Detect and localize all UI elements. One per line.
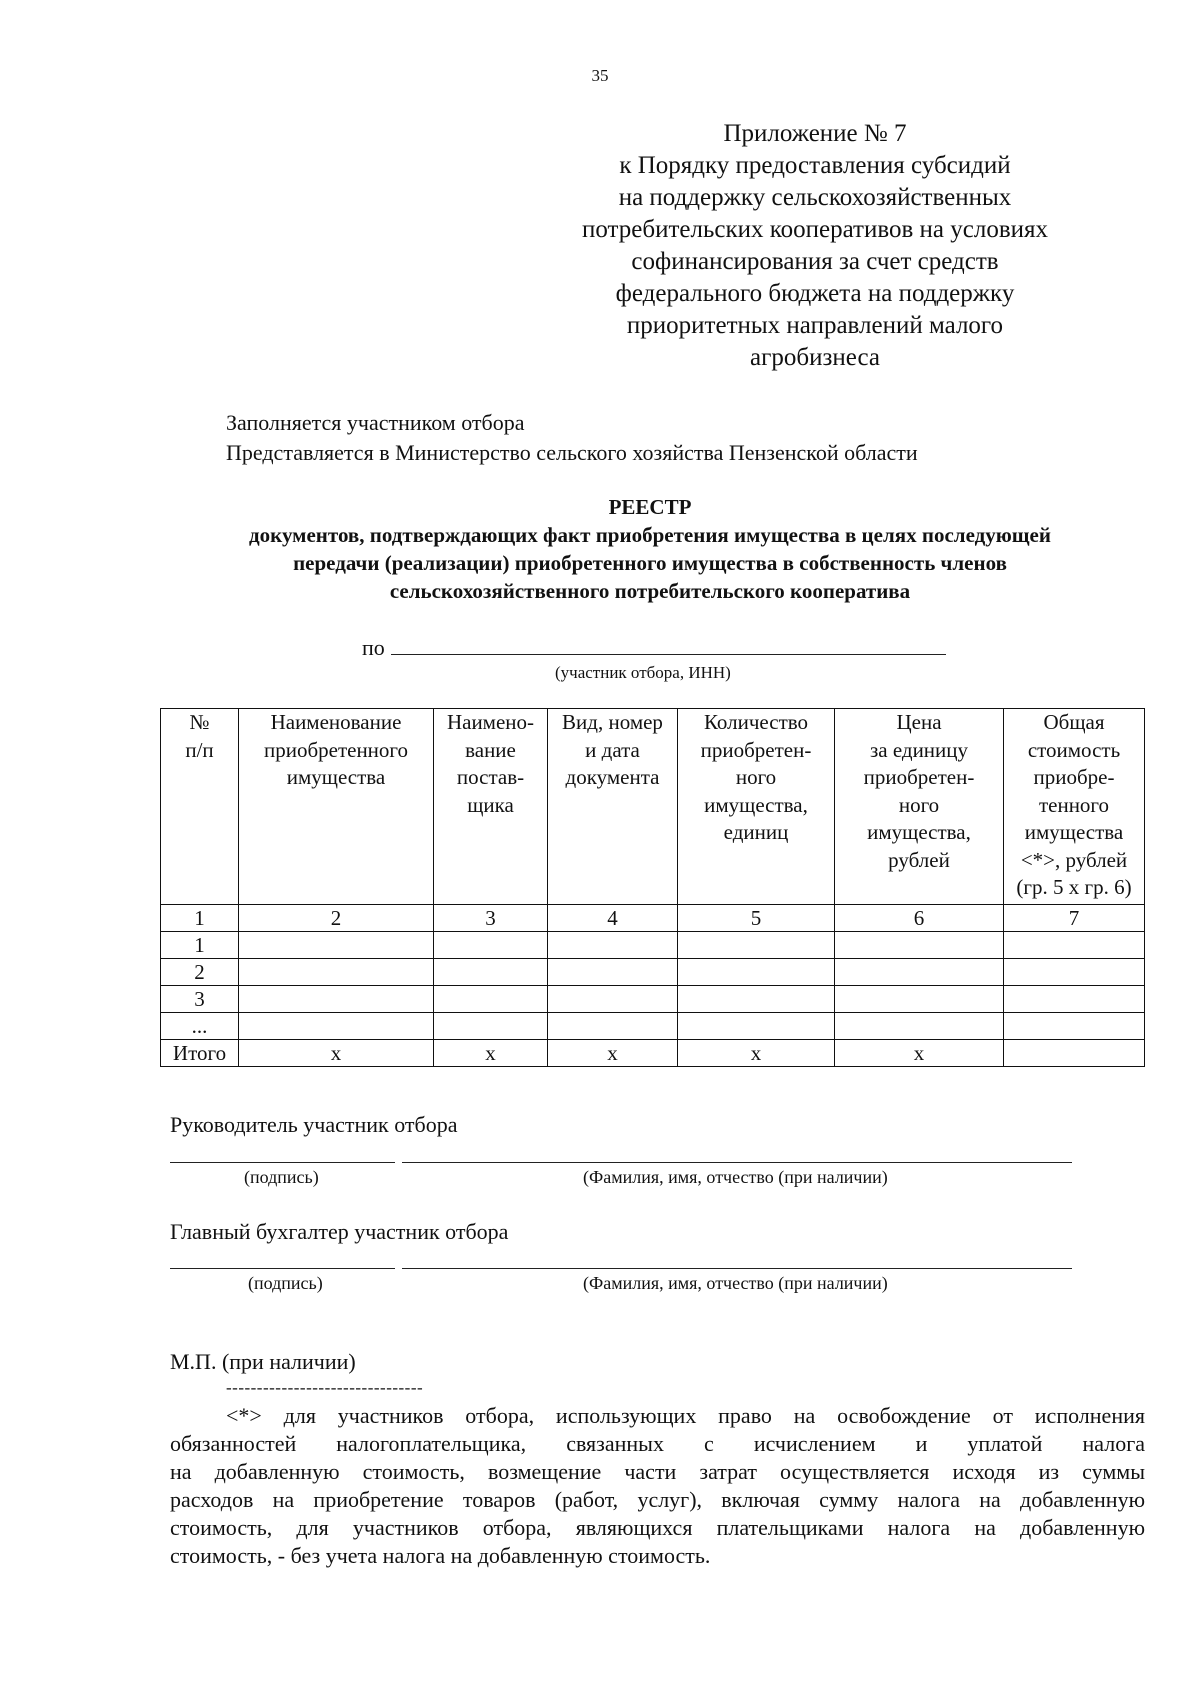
head-signature-title: Руководитель участник отбора <box>170 1112 458 1137</box>
total-cell: x <box>239 1040 434 1067</box>
footnote-line: расходов на приобретение товаров (работ, услуг), включая сумму налога на добавленную <box>170 1487 1145 1512</box>
table-cell[interactable] <box>1004 1013 1145 1040</box>
table-cell[interactable] <box>434 959 548 986</box>
participant-field-caption: (участник отбора, ИНН) <box>555 663 731 682</box>
name-caption: (Фамилия, имя, отчество (при наличии) <box>583 1167 888 1187</box>
filled-by-note: Заполняется участником отбора <box>226 410 525 435</box>
accountant-signature-title: Главный бухгалтер участник отбора <box>170 1219 509 1244</box>
column-header: Общая стоимость приобре- тенного имущества <*>, рублей (гр. 5 x гр. 6) <box>1004 709 1145 905</box>
table-row <box>161 932 1145 959</box>
seal-note: М.П. (при наличии) <box>170 1349 356 1374</box>
table-row <box>161 959 1145 986</box>
total-cell: x <box>678 1040 835 1067</box>
table-cell[interactable] <box>1004 959 1145 986</box>
column-header: Наименование приобретенного имущества <box>239 709 434 905</box>
table-cell[interactable] <box>548 932 678 959</box>
page-number: 35 <box>591 66 609 85</box>
column-header: № п/п <box>161 709 239 905</box>
column-number: 5 <box>678 905 835 932</box>
table-row <box>161 1013 1145 1040</box>
annex-reference <box>580 118 1050 374</box>
signature-caption: (подпись) <box>248 1273 323 1293</box>
total-amount-cell[interactable] <box>1004 1040 1145 1067</box>
total-cell: x <box>434 1040 548 1067</box>
footnote-line: стоимость, - без учета налога на добавленную стоимость. <box>170 1543 711 1568</box>
participant-field-label: по <box>362 635 385 660</box>
register-subtitle-line: документов, подтверждающих факт приобретения имущества в целях последующей <box>249 523 1051 547</box>
register-heading: РЕЕСТР <box>608 495 692 519</box>
annex-line: Приложение № 7 <box>723 120 907 147</box>
footnote-line: на добавленную стоимость, возмещение части затрат осуществляется исходя из суммы <box>170 1459 1145 1484</box>
register-subtitle-line: передачи (реализации) приобретенного имущества в собственность членов <box>293 551 1007 575</box>
participant-blank-line[interactable] <box>391 634 946 655</box>
annex-line: потребительских кооперативов на условиях <box>581 216 1048 243</box>
register-subtitle-line: сельскохозяйственного потребительского кооператива <box>389 579 911 603</box>
submitted-to-note: Представляется в Министерство сельского хозяйства Пензенской области <box>226 440 918 465</box>
name-caption: (Фамилия, имя, отчество (при наличии) <box>583 1273 888 1293</box>
table-cell[interactable] <box>835 986 1004 1013</box>
submission-notes <box>226 408 918 468</box>
annex-line: к Порядку предоставления субсидий <box>619 152 1011 179</box>
annex-line: агробизнеса <box>750 344 880 371</box>
column-header: Вид, номер и дата документа <box>548 709 678 905</box>
table-cell[interactable] <box>239 1013 434 1040</box>
table-cell[interactable] <box>548 959 678 986</box>
column-number: 6 <box>835 905 1004 932</box>
annex-line: приоритетных направлений малого <box>626 312 1004 339</box>
table-cell[interactable] <box>835 1013 1004 1040</box>
table-cell[interactable] <box>239 986 434 1013</box>
annex-line: на поддержку сельскохозяйственных <box>618 184 1012 211</box>
head-name-line[interactable] <box>402 1162 1072 1164</box>
annex-line: софинансирования за счет средств <box>631 248 999 275</box>
table-cell[interactable] <box>548 986 678 1013</box>
table-cell[interactable] <box>548 1013 678 1040</box>
total-label: Итого <box>161 1040 239 1067</box>
column-header: Цена за единицу приобретен- ного имущества, рублей <box>835 709 1004 905</box>
table-cell[interactable] <box>835 959 1004 986</box>
row-number-cell: 2 <box>161 959 239 986</box>
annex-line: федерального бюджета на поддержку <box>615 280 1015 307</box>
table-cell[interactable] <box>434 986 548 1013</box>
column-number: 4 <box>548 905 678 932</box>
table-cell[interactable] <box>239 932 434 959</box>
table-cell[interactable] <box>1004 986 1145 1013</box>
participant-field <box>362 634 946 661</box>
footnote-line: <*> для участников отбора, использующих право на освобождение от исполнения <box>226 1403 1145 1428</box>
total-row <box>161 1040 1145 1067</box>
footnote-line: стоимость, для участников отбора, являющихся плательщиками налога на добавленную <box>170 1515 1145 1540</box>
row-number-cell: 3 <box>161 986 239 1013</box>
footnote-line: обязанностей налогоплательщика, связанных с исчислением и уплатой налога <box>170 1431 1145 1456</box>
head-signature-line[interactable] <box>170 1162 395 1164</box>
column-number: 2 <box>239 905 434 932</box>
accountant-signature-line[interactable] <box>170 1268 395 1270</box>
column-header: Наимено- вание постав- щика <box>434 709 548 905</box>
register-table <box>160 708 1145 1067</box>
table-cell[interactable] <box>239 959 434 986</box>
table-cell[interactable] <box>678 986 835 1013</box>
column-header: Количество приобретен- ного имущества, единиц <box>678 709 835 905</box>
table-cell[interactable] <box>434 932 548 959</box>
table-header-row <box>161 709 1145 905</box>
column-number: 1 <box>161 905 239 932</box>
table-cell[interactable] <box>434 1013 548 1040</box>
table-cell[interactable] <box>678 959 835 986</box>
row-number-cell: 1 <box>161 932 239 959</box>
table-row <box>161 986 1145 1013</box>
table-cell[interactable] <box>1004 932 1145 959</box>
column-number: 7 <box>1004 905 1145 932</box>
column-number: 3 <box>434 905 548 932</box>
table-cell[interactable] <box>835 932 1004 959</box>
table-cell[interactable] <box>678 932 835 959</box>
footnote <box>170 1402 1145 1570</box>
total-cell: x <box>548 1040 678 1067</box>
table-cell[interactable] <box>678 1013 835 1040</box>
footnote-separator: -------------------------------- <box>226 1378 424 1397</box>
total-cell: x <box>835 1040 1004 1067</box>
accountant-name-line[interactable] <box>402 1268 1072 1270</box>
row-number-cell: ... <box>161 1013 239 1040</box>
signature-caption: (подпись) <box>244 1167 319 1187</box>
column-number-row <box>161 905 1145 932</box>
register-title <box>150 493 1150 605</box>
